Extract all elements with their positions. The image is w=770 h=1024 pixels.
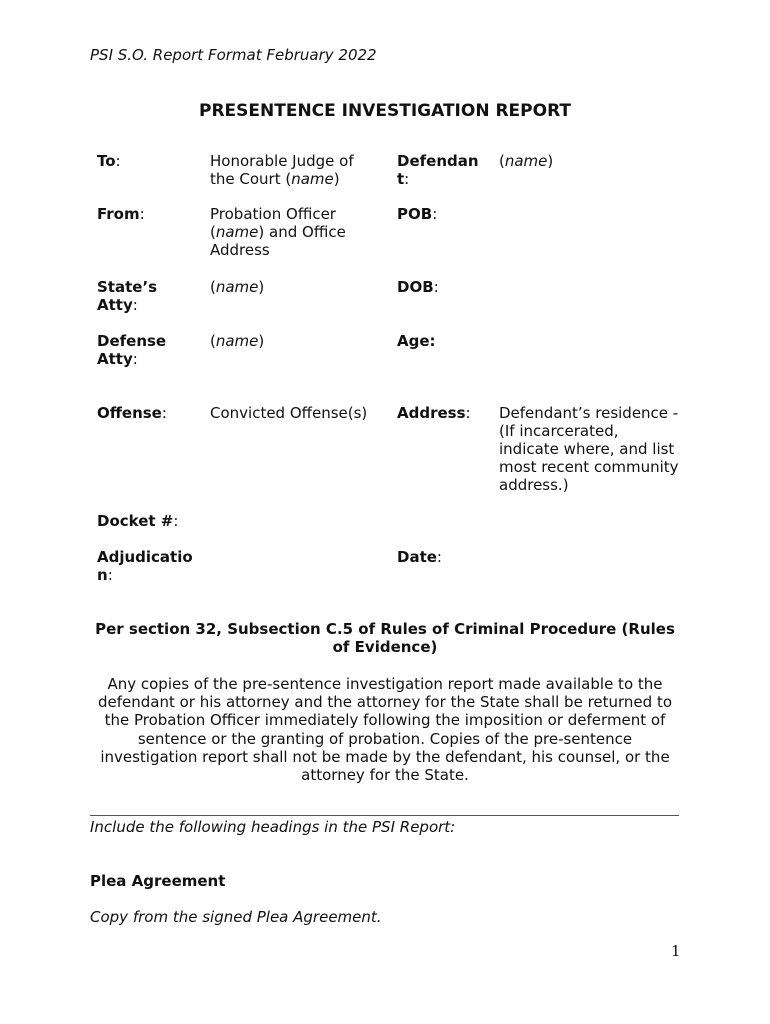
from-label: From:	[97, 205, 145, 223]
defendant-value: (name)	[499, 152, 554, 170]
address-value: Defendant’s residence - (If incarcerated, indicate where, and list most recent community address.)	[499, 404, 679, 494]
rules-section-body: Any copies of the pre-sentence investigation report made available to the defendant or his attorney and the attorney for the State shall be returned to the Probation Officer immediately following the imposition or deferment of sentence or the granting of probation. Copies of the pre-sentence investigation report shall not be made by the defendant, his counsel, or the attorney for the State.	[97, 675, 673, 785]
to-label: To:	[97, 152, 121, 170]
pob-label: POB:	[397, 205, 438, 223]
defendant-label: Defendan t:	[397, 152, 479, 188]
page-title: PRESENTENCE INVESTIGATION REPORT	[198, 101, 572, 121]
to-value: Honorable Judge of the Court (name)	[210, 152, 354, 188]
dob-label: DOB:	[397, 278, 439, 296]
defense-atty-label: Defense Atty:	[97, 332, 167, 368]
states-atty-label: State’s Atty:	[97, 278, 158, 314]
states-atty-value: (name)	[210, 278, 265, 296]
offense-label: Offense:	[97, 404, 167, 422]
defense-atty-value: (name)	[210, 332, 265, 350]
header-note: PSI S.O. Report Format February 2022	[90, 46, 377, 64]
offense-value: Convicted Offense(s)	[210, 404, 368, 422]
from-value: Probation Officer (name) and Office Address	[210, 205, 346, 259]
docket-label: Docket #:	[97, 512, 179, 530]
rules-section-title: Per section 32, Subsection C.5 of Rules of Criminal Procedure (Rules of Evidence)	[95, 620, 675, 656]
page-number: 1	[671, 942, 681, 960]
plea-agreement-heading: Plea Agreement	[90, 872, 226, 890]
plea-agreement-instruction: Copy from the signed Plea Agreement.	[90, 908, 382, 926]
horizontal-divider	[90, 815, 679, 816]
age-label: Age:	[397, 332, 436, 350]
adjudication-label: Adjudicatio n:	[97, 548, 193, 584]
date-label: Date:	[397, 548, 442, 566]
include-note: Include the following headings in the PSI Report:	[90, 818, 456, 836]
address-label: Address:	[397, 404, 471, 422]
